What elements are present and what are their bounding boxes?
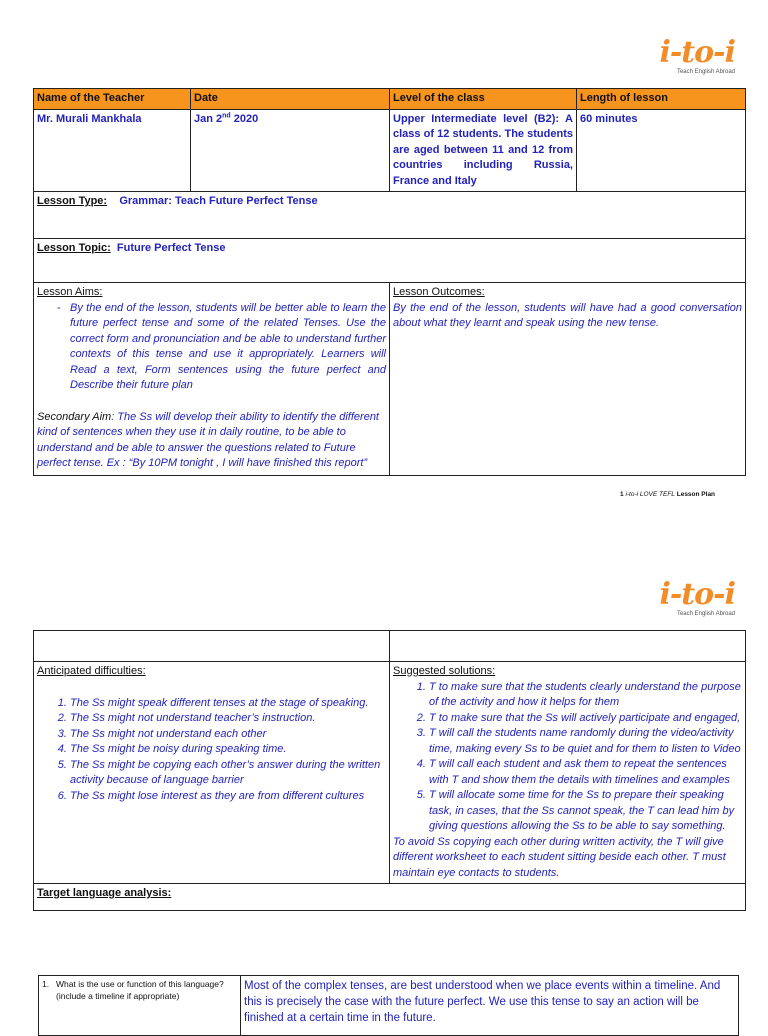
lesson-type-row bbox=[34, 192, 746, 239]
empty-cell-right bbox=[390, 631, 746, 662]
info-row bbox=[34, 109, 746, 192]
target-language-cell bbox=[34, 884, 746, 911]
class-level: Upper Intermediate level (B2): A class of 12 students. The students are aged between 11 and 12 from countries including Russia, France and Italy bbox=[390, 109, 577, 192]
solution-item: 1. T to make sure that the students clearly understand the purpose of the activity and how it helps for them bbox=[429, 680, 742, 711]
empty-cell-left bbox=[34, 631, 390, 662]
date-year: 2020 bbox=[230, 112, 259, 125]
difficulty-item: 6. The Ss might lose interest as they are from different cultures bbox=[70, 789, 386, 805]
difficulties-table bbox=[33, 630, 746, 911]
lesson-length: 60 minutes bbox=[577, 109, 746, 192]
lesson-date bbox=[191, 109, 390, 192]
aims-text: By the end of the lesson, students will be better able to learn the future perfect tense and some of the related Tenses. Use the correct form and pronunciation and be able to understand further contexts of this tense and use it appropriately. Learners will Read a text, Form sentences using the future perfect and Describe their future plan bbox=[70, 301, 386, 391]
question-number: 1. bbox=[42, 979, 50, 989]
lesson-type-cell bbox=[34, 192, 746, 239]
lesson-topic-cell bbox=[34, 239, 746, 283]
difficulties-cell bbox=[34, 662, 390, 884]
logo-tagline-page2: Teach English Abroad bbox=[676, 611, 735, 617]
logo-text: i-to-i bbox=[659, 35, 735, 70]
question-text: What is the use or function of this language? (include a timeline if appropriate) bbox=[56, 979, 224, 1001]
aims-cell bbox=[34, 283, 390, 476]
solution-item: 4. T will call each student and ask them to repeat the sentences with T and show them the details with timelines and examples bbox=[429, 757, 742, 788]
difficulty-item: 3. The Ss might not understand each other bbox=[70, 727, 386, 743]
solutions-list bbox=[393, 680, 742, 835]
solutions-label: Suggested solutions: bbox=[393, 665, 496, 677]
header-row bbox=[34, 89, 746, 110]
brand-logo-page2 bbox=[655, 577, 735, 617]
date-suffix: nd bbox=[222, 111, 231, 119]
page-number: 1 bbox=[620, 491, 624, 498]
lesson-topic-row bbox=[34, 239, 746, 283]
difficulty-item: 5. The Ss might be copying each other’s answer during the written activity because of language barrier bbox=[70, 758, 386, 789]
target-analysis-table bbox=[38, 975, 739, 1036]
difficulty-item: 4. The Ss might be noisy during speaking time. bbox=[70, 742, 386, 758]
solutions-cell bbox=[390, 662, 746, 884]
header-length: Length of lesson bbox=[577, 89, 746, 110]
analysis-question-cell bbox=[39, 976, 241, 1036]
date-main: Jan 2 bbox=[194, 112, 223, 125]
solution-item: 2. T to make sure that the Ss will actively participate and engaged, bbox=[429, 711, 742, 727]
analysis-answer: Most of the complex tenses, are best understood when we place events within a timeline. And this is precisely the case with the future perfect. We use this tense to say an action will be finished at a certain time in the future. bbox=[241, 976, 739, 1036]
target-language-label: Target language analysis: bbox=[37, 887, 172, 899]
difficulties-label: Anticipated difficulties: bbox=[37, 665, 146, 677]
analysis-question bbox=[42, 978, 237, 1002]
aims-dash: - bbox=[57, 301, 61, 314]
secondary-aim-label: Secondary Aim bbox=[37, 410, 112, 423]
difficulties-row bbox=[34, 662, 746, 884]
footer-title: Lesson Plan bbox=[676, 491, 716, 498]
footer-brand: i-to-i LOVE TEFL bbox=[625, 491, 675, 498]
header-date: Date bbox=[191, 89, 390, 110]
secondary-aim bbox=[37, 410, 386, 472]
lesson-topic-label: Lesson Topic: bbox=[37, 242, 111, 254]
outcomes-cell bbox=[390, 283, 746, 476]
logo-text-page2: i-to-i bbox=[659, 577, 735, 612]
brand-logo bbox=[655, 35, 735, 75]
difficulty-item: 1. The Ss might speak different tenses at the stage of speaking. bbox=[70, 696, 386, 712]
aims-item bbox=[37, 301, 386, 394]
solution-item: 3. T will call the students name randomly during the video/activity time, making every Ss to be quiet and for them to listen to Video bbox=[429, 726, 742, 757]
lesson-info-table bbox=[33, 88, 746, 476]
solution-item: 5. T will allocate some time for the Ss to prepare their speaking task, in cases, that the Ss cannot speak, the T can lead him by giving questions allowing the Ss to be able to say something. bbox=[429, 788, 742, 835]
logo-tagline: Teach English Abroad bbox=[676, 69, 735, 75]
aims-row bbox=[34, 283, 746, 476]
outcomes-label: Lesson Outcomes: bbox=[393, 286, 485, 298]
secondary-aim-text: : The Ss will develop their ability to identify the different kind of sentences when they use it in daily routine, to be able to understand and be able to answer the questions related to Future perfect tense. Ex : “By 10PM tonight , I will have finished this report” bbox=[37, 410, 379, 469]
lesson-type-label: Lesson Type: bbox=[37, 195, 108, 207]
lesson-topic-value: Future Perfect Tense bbox=[116, 242, 226, 254]
analysis-row bbox=[39, 976, 739, 1036]
solutions-extra: To avoid Ss copying each other during written activity, the T will give different worksheet to each student sitting beside each other. T must maintain eye contacts to students. bbox=[393, 835, 726, 879]
empty-row bbox=[34, 631, 746, 662]
difficulties-list bbox=[37, 696, 386, 805]
difficulty-item: 2. The Ss might not understand teacher’s instruction. bbox=[70, 711, 386, 727]
aims-label: Lesson Aims: bbox=[37, 286, 103, 298]
outcomes-text: By the end of the lesson, students will have had a good conversation about what they learnt and speak using the new tense. bbox=[393, 301, 742, 329]
header-level: Level of the class bbox=[390, 89, 577, 110]
lesson-type-value: Grammar: Teach Future Perfect Tense bbox=[119, 195, 318, 207]
page-footer bbox=[620, 491, 715, 498]
target-language-row bbox=[34, 884, 746, 911]
header-teacher: Name of the Teacher bbox=[34, 89, 191, 110]
teacher-name: Mr. Murali Mankhala bbox=[34, 109, 191, 192]
